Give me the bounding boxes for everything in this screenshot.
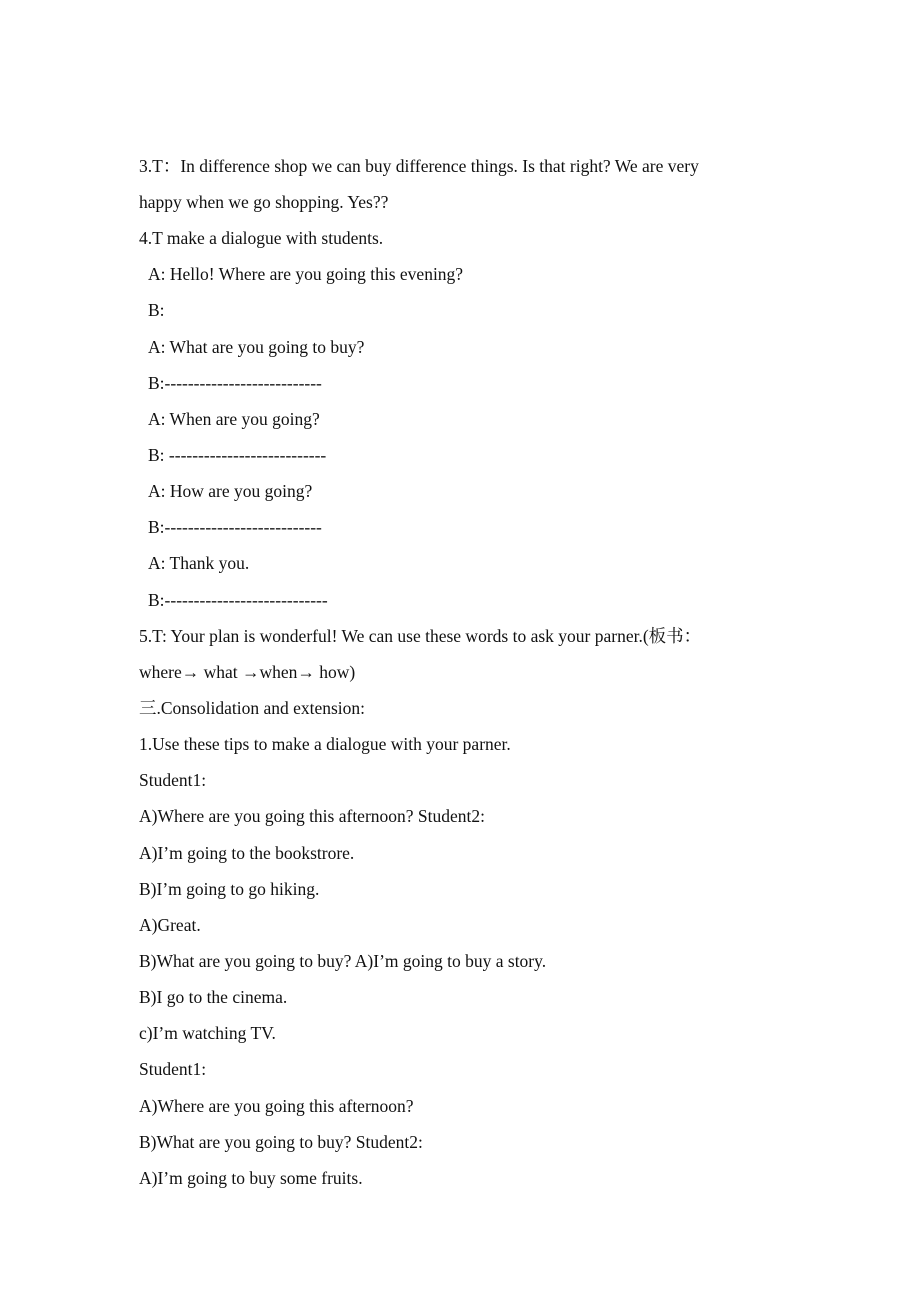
step-3-line-2: happy when we go shopping. Yes??: [139, 192, 389, 212]
tip-line: A)Great.: [139, 915, 201, 935]
step-5-line-1: 5.T: Your plan is wonderful! We can use these words to ask your parner.(板书：: [139, 626, 702, 646]
tip-line: B)I’m going to go hiking.: [139, 879, 320, 899]
dialogue-line: A: When are you going?: [148, 409, 320, 429]
dialogue-line: A: How are you going?: [148, 481, 313, 501]
dialogue-line: A: Thank you.: [148, 553, 250, 573]
tip-line: A)I’m going to buy some fruits.: [139, 1168, 363, 1188]
tip-line: A)Where are you going this afternoon? Student2:: [139, 806, 486, 826]
step-4-heading: 4.T make a dialogue with students.: [139, 228, 384, 248]
tip-line: A)I’m going to the bookstrore.: [139, 843, 355, 863]
tip-line: B)What are you going to buy? A)I’m going to buy a story.: [139, 951, 547, 971]
tip-line: B)What are you going to buy? Student2:: [139, 1132, 423, 1152]
dialogue-line: B:---------------------------: [148, 373, 322, 393]
tip-line: A)Where are you going this afternoon?: [139, 1096, 414, 1116]
student-label: Student1:: [139, 1059, 207, 1079]
section-heading: 三.Consolidation and extension:: [139, 698, 366, 718]
task-instruction: 1.Use these tips to make a dialogue with your parner.: [139, 734, 511, 754]
step-3-line-1: 3.T：In difference shop we can buy difference things. Is that right? We are very: [139, 156, 699, 176]
student-label: Student1:: [139, 770, 207, 790]
tip-line: c)I’m watching TV.: [139, 1023, 276, 1043]
dialogue-line: B:: [148, 300, 165, 320]
dialogue-line: A: Hello! Where are you going this evening?: [148, 264, 464, 284]
step-5-line-2: where→ what →when→ how): [139, 662, 356, 682]
dialogue-line: B:---------------------------: [148, 517, 322, 537]
dialogue-line: B: ---------------------------: [148, 445, 327, 465]
tip-line: B)I go to the cinema.: [139, 987, 288, 1007]
dialogue-line: A: What are you going to buy?: [148, 337, 365, 357]
dialogue-line: B:----------------------------: [148, 590, 328, 610]
